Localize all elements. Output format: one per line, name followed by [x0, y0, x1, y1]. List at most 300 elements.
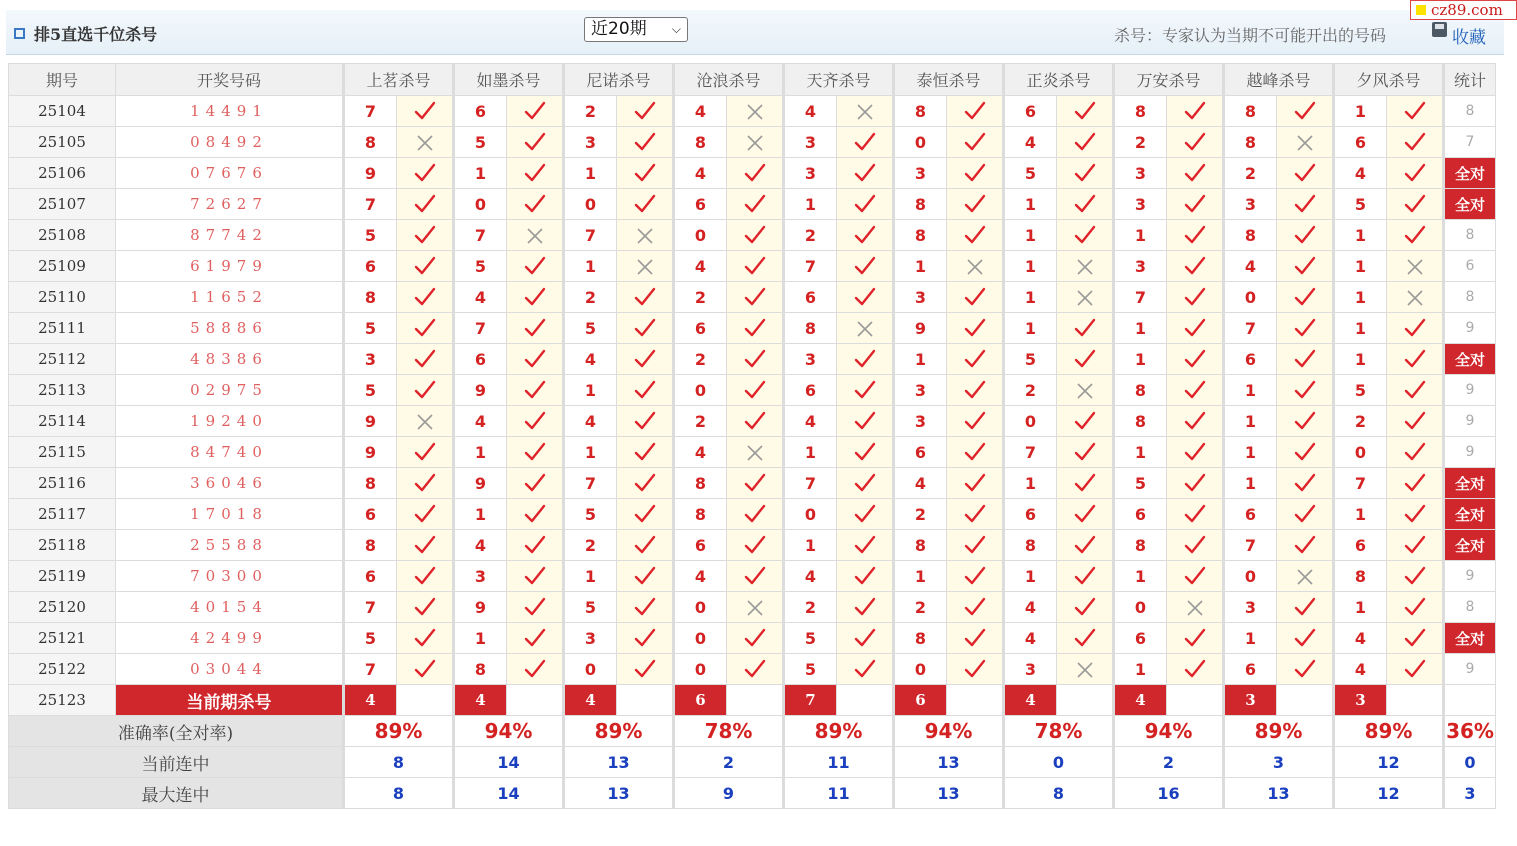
- check-icon: [1074, 163, 1096, 183]
- check-icon: [524, 473, 546, 493]
- issue-number-cell: 25120: [9, 592, 116, 623]
- result-mark-cell: [507, 406, 564, 437]
- result-mark-cell: [617, 468, 674, 499]
- check-icon: [1404, 318, 1426, 338]
- table-row: [9, 375, 1496, 406]
- check-icon: [414, 225, 436, 245]
- kill-number-cell: 2: [674, 282, 727, 313]
- period-select[interactable]: [584, 17, 688, 42]
- check-icon: [634, 132, 656, 152]
- result-mark-cell: [947, 406, 1004, 437]
- current-kill-number: 4: [1114, 685, 1167, 716]
- check-icon: [854, 194, 876, 214]
- kill-number-cell: 6: [1224, 654, 1277, 685]
- kill-number-cell: 3: [784, 158, 837, 189]
- check-icon: [964, 628, 986, 648]
- result-mark-cell: [727, 437, 784, 468]
- check-icon: [634, 163, 656, 183]
- kill-number-cell: 1: [1334, 344, 1387, 375]
- check-icon: [1404, 566, 1426, 586]
- issue-number-cell: 25109: [9, 251, 116, 282]
- kill-number-cell: 4: [454, 406, 507, 437]
- check-icon: [634, 504, 656, 524]
- kill-number-cell: 5: [1334, 189, 1387, 220]
- result-mark-cell: [837, 158, 894, 189]
- kill-number-cell: 4: [1334, 158, 1387, 189]
- check-icon: [414, 380, 436, 400]
- result-mark-cell: [1277, 406, 1334, 437]
- result-mark-cell: [507, 654, 564, 685]
- check-icon: [1184, 380, 1206, 400]
- column-header: 夕风杀号: [1334, 64, 1444, 96]
- result-mark-cell: [1057, 189, 1114, 220]
- result-mark-cell: [397, 654, 454, 685]
- check-icon: [964, 101, 986, 121]
- check-icon: [634, 318, 656, 338]
- kill-number-cell: 8: [894, 530, 947, 561]
- cross-icon: [416, 134, 434, 152]
- result-mark-cell: [947, 158, 1004, 189]
- result-mark-cell: [1167, 406, 1224, 437]
- result-mark-cell: [617, 313, 674, 344]
- summary-label: 准确率(全对率): [9, 716, 344, 747]
- draw-number-cell: 84740: [116, 437, 344, 468]
- kill-number-cell: 5: [344, 313, 397, 344]
- table-row: [9, 189, 1496, 220]
- result-mark-cell: [507, 437, 564, 468]
- kill-number-cell: 4: [1224, 251, 1277, 282]
- kill-number-cell: 7: [564, 468, 617, 499]
- result-mark-cell: [1167, 251, 1224, 282]
- kill-number-cell: 7: [1004, 437, 1057, 468]
- result-mark-cell: [1167, 623, 1224, 654]
- check-icon: [854, 256, 876, 276]
- kill-number-cell: 6: [674, 313, 727, 344]
- kill-number-cell: 7: [344, 654, 397, 685]
- kill-number-cell: 6: [1114, 499, 1167, 530]
- check-icon: [744, 225, 766, 245]
- result-mark-cell: [1387, 251, 1444, 282]
- kill-number-cell: 0: [784, 499, 837, 530]
- kill-number-cell: 1: [894, 561, 947, 592]
- result-mark-cell: [1277, 561, 1334, 592]
- result-mark-cell: [1277, 530, 1334, 561]
- result-mark-cell: [397, 468, 454, 499]
- result-mark-cell: [1277, 623, 1334, 654]
- stat-count-cell: 9: [1444, 313, 1496, 344]
- current-kill-number: 4: [564, 685, 617, 716]
- all-correct-badge: 全对: [1444, 623, 1496, 654]
- result-mark-cell: [507, 251, 564, 282]
- check-icon: [1294, 349, 1316, 369]
- kill-number-cell: 1: [454, 623, 507, 654]
- result-mark-cell: [507, 220, 564, 251]
- kill-number-cell: 1: [564, 158, 617, 189]
- kill-number-cell: 2: [564, 282, 617, 313]
- kill-number-cell: 1: [1224, 437, 1277, 468]
- check-icon: [964, 535, 986, 555]
- result-mark-cell: [1057, 220, 1114, 251]
- table-header-row: [9, 64, 1496, 96]
- favorite-link[interactable]: 收藏: [1452, 28, 1486, 48]
- summary-value: 9: [674, 778, 784, 809]
- summary-value: 78%: [1004, 716, 1114, 747]
- stat-count-cell: 8: [1444, 96, 1496, 127]
- kill-number-cell: 1: [454, 499, 507, 530]
- page-title: 排5直选千位杀号: [34, 25, 158, 44]
- result-mark-cell: [947, 220, 1004, 251]
- check-icon: [744, 380, 766, 400]
- kill-number-cell: 6: [674, 530, 727, 561]
- result-mark-cell: [727, 499, 784, 530]
- kill-number-cell: 3: [1114, 158, 1167, 189]
- kill-number-cell: 0: [564, 654, 617, 685]
- kill-number-cell: 9: [344, 437, 397, 468]
- check-icon: [414, 628, 436, 648]
- result-mark-cell: [837, 220, 894, 251]
- table-row: [9, 654, 1496, 685]
- check-icon: [964, 442, 986, 462]
- stat-count-cell: 8: [1444, 220, 1496, 251]
- check-icon: [854, 566, 876, 586]
- check-icon: [964, 132, 986, 152]
- title-group: [14, 22, 157, 45]
- kill-number-cell: 6: [1334, 127, 1387, 158]
- result-mark-cell: [947, 375, 1004, 406]
- kill-number-cell: 1: [784, 437, 837, 468]
- result-mark-cell: [617, 220, 674, 251]
- kill-number-cell: 1: [1114, 437, 1167, 468]
- kill-number-cell: 3: [1114, 189, 1167, 220]
- cross-icon: [1406, 289, 1424, 307]
- result-mark-cell: [1167, 592, 1224, 623]
- cross-icon: [1406, 258, 1424, 276]
- kill-number-cell: 2: [784, 592, 837, 623]
- result-mark-cell: [1277, 468, 1334, 499]
- kill-number-cell: 7: [454, 313, 507, 344]
- summary-value: 14: [454, 747, 564, 778]
- kill-number-cell: 1: [894, 344, 947, 375]
- result-mark-cell: [507, 96, 564, 127]
- stat-count-cell: 6: [1444, 251, 1496, 282]
- kill-number-cell: 2: [894, 499, 947, 530]
- kill-number-cell: 1: [1004, 282, 1057, 313]
- summary-value: 94%: [894, 716, 1004, 747]
- column-header: 尼诺杀号: [564, 64, 674, 96]
- result-mark-cell: [617, 592, 674, 623]
- check-icon: [1184, 287, 1206, 307]
- result-mark-cell: [727, 530, 784, 561]
- result-mark-cell: [507, 158, 564, 189]
- check-icon: [1294, 597, 1316, 617]
- result-mark-cell: [1057, 499, 1114, 530]
- cross-icon: [966, 258, 984, 276]
- result-mark-cell: [1387, 561, 1444, 592]
- kill-number-cell: 2: [674, 406, 727, 437]
- draw-number-cell: 58886: [116, 313, 344, 344]
- current-issue-row: [9, 685, 1496, 716]
- result-mark-cell: [617, 406, 674, 437]
- result-mark-cell: [397, 561, 454, 592]
- check-icon: [964, 287, 986, 307]
- result-mark-cell: [617, 189, 674, 220]
- check-icon: [524, 628, 546, 648]
- kill-number-cell: 8: [1334, 561, 1387, 592]
- check-icon: [634, 628, 656, 648]
- all-correct-badge: 全对: [1444, 189, 1496, 220]
- logo-text: cz89.com: [1431, 1, 1503, 19]
- result-mark-cell: [397, 282, 454, 313]
- check-icon: [634, 380, 656, 400]
- summary-value: 13: [894, 747, 1004, 778]
- result-mark-cell: [507, 530, 564, 561]
- kill-number-cell: 0: [1334, 437, 1387, 468]
- result-mark-cell: [507, 592, 564, 623]
- table-row: [9, 127, 1496, 158]
- check-icon: [414, 256, 436, 276]
- summary-value: 14: [454, 778, 564, 809]
- kill-number-cell: 3: [1224, 189, 1277, 220]
- kill-number-cell: 6: [1334, 530, 1387, 561]
- result-mark-cell: [1167, 313, 1224, 344]
- result-mark-cell: [1277, 592, 1334, 623]
- result-mark-cell: [947, 468, 1004, 499]
- check-icon: [524, 256, 546, 276]
- kill-number-cell: 0: [1114, 592, 1167, 623]
- summary-label: 最大连中: [9, 778, 344, 809]
- column-header: 万安杀号: [1114, 64, 1224, 96]
- check-icon: [1294, 659, 1316, 679]
- check-icon: [1074, 473, 1096, 493]
- result-mark-cell: [1277, 96, 1334, 127]
- check-icon: [854, 349, 876, 369]
- current-kill-number: 6: [674, 685, 727, 716]
- kill-number-cell: 7: [344, 592, 397, 623]
- result-mark-cell: [1387, 282, 1444, 313]
- result-mark-cell: [507, 623, 564, 654]
- result-mark-cell: [507, 561, 564, 592]
- result-mark-cell: [397, 530, 454, 561]
- result-mark-cell: [727, 344, 784, 375]
- result-mark-cell: [1387, 437, 1444, 468]
- kill-number-cell: 0: [1224, 561, 1277, 592]
- kill-number-cell: 5: [454, 127, 507, 158]
- result-mark-cell: [727, 623, 784, 654]
- result-mark-cell: [727, 468, 784, 499]
- result-mark-cell: [1387, 499, 1444, 530]
- result-mark-cell: [837, 189, 894, 220]
- summary-value: 89%: [784, 716, 894, 747]
- check-icon: [1074, 225, 1096, 245]
- draw-number-cell: 08492: [116, 127, 344, 158]
- summary-value: 89%: [564, 716, 674, 747]
- check-icon: [634, 194, 656, 214]
- save-icon[interactable]: [1432, 22, 1447, 37]
- result-mark-cell: [727, 561, 784, 592]
- check-icon: [1404, 442, 1426, 462]
- result-mark-cell: [397, 158, 454, 189]
- cross-icon: [1076, 289, 1094, 307]
- issue-number-cell: 25104: [9, 96, 116, 127]
- check-icon: [964, 473, 986, 493]
- check-icon: [1184, 566, 1206, 586]
- kill-number-cell: 1: [1114, 313, 1167, 344]
- result-mark-cell: [1387, 468, 1444, 499]
- chevron-down-icon: ⌵: [671, 22, 681, 36]
- current-kill-number: 4: [454, 685, 507, 716]
- kill-number-cell: 0: [674, 654, 727, 685]
- check-icon: [1294, 287, 1316, 307]
- kill-number-cell: 7: [784, 251, 837, 282]
- check-icon: [854, 442, 876, 462]
- check-icon: [1404, 411, 1426, 431]
- summary-value: 13: [894, 778, 1004, 809]
- check-icon: [634, 659, 656, 679]
- check-icon: [744, 473, 766, 493]
- result-mark-cell: [617, 530, 674, 561]
- result-mark-cell: [617, 437, 674, 468]
- current-kill-blank: [1387, 685, 1444, 716]
- kill-number-cell: 8: [894, 220, 947, 251]
- current-kill-number: 3: [1334, 685, 1387, 716]
- summary-value: 8: [1004, 778, 1114, 809]
- summary-value: 94%: [454, 716, 564, 747]
- cross-icon: [1076, 258, 1094, 276]
- kill-description-note: 杀号：专家认为当期不可能开出的号码: [1114, 26, 1387, 45]
- kill-number-cell: 1: [784, 530, 837, 561]
- check-icon: [524, 101, 546, 121]
- kill-number-cell: 6: [784, 282, 837, 313]
- cross-icon: [1076, 382, 1094, 400]
- check-icon: [964, 163, 986, 183]
- kill-number-cell: 4: [784, 561, 837, 592]
- result-mark-cell: [397, 313, 454, 344]
- result-mark-cell: [837, 375, 894, 406]
- table-row: [9, 561, 1496, 592]
- check-icon: [414, 504, 436, 524]
- check-icon: [1074, 349, 1096, 369]
- current-kill-blank: [397, 685, 454, 716]
- kill-number-cell: 1: [1114, 220, 1167, 251]
- result-mark-cell: [947, 313, 1004, 344]
- kill-number-cell: 8: [1114, 96, 1167, 127]
- kill-number-cell: 0: [674, 220, 727, 251]
- check-icon: [1184, 349, 1206, 369]
- result-mark-cell: [837, 592, 894, 623]
- result-mark-cell: [837, 251, 894, 282]
- kill-number-cell: 0: [894, 654, 947, 685]
- check-icon: [1074, 628, 1096, 648]
- draw-number-cell: 17018: [116, 499, 344, 530]
- result-mark-cell: [1277, 220, 1334, 251]
- result-mark-cell: [1387, 654, 1444, 685]
- kill-number-cell: 6: [1004, 499, 1057, 530]
- check-icon: [634, 349, 656, 369]
- all-correct-badge: 全对: [1444, 344, 1496, 375]
- check-icon: [1184, 256, 1206, 276]
- current-kill-number: 6: [894, 685, 947, 716]
- check-icon: [1404, 101, 1426, 121]
- draw-number-cell: 61979: [116, 251, 344, 282]
- check-icon: [1184, 318, 1206, 338]
- kill-number-cell: 5: [1004, 344, 1057, 375]
- check-icon: [524, 597, 546, 617]
- cross-icon: [746, 444, 764, 462]
- kill-number-cell: 9: [344, 406, 397, 437]
- result-mark-cell: [1167, 189, 1224, 220]
- kill-number-cell: 7: [1334, 468, 1387, 499]
- summary-value: 89%: [344, 716, 454, 747]
- check-icon: [414, 535, 436, 555]
- header-bar: [6, 10, 1504, 55]
- check-icon: [964, 597, 986, 617]
- check-icon: [1404, 597, 1426, 617]
- result-mark-cell: [507, 127, 564, 158]
- cross-icon: [636, 227, 654, 245]
- current-kill-blank: [617, 685, 674, 716]
- kill-number-cell: 8: [894, 96, 947, 127]
- draw-number-cell: 72627: [116, 189, 344, 220]
- kill-number-cell: 8: [784, 313, 837, 344]
- check-icon: [1294, 411, 1316, 431]
- kill-number-cell: 3: [454, 561, 507, 592]
- kill-number-cell: 3: [784, 344, 837, 375]
- check-icon: [964, 318, 986, 338]
- result-mark-cell: [1057, 313, 1114, 344]
- result-mark-cell: [947, 344, 1004, 375]
- result-mark-cell: [837, 127, 894, 158]
- kill-number-cell: 7: [1224, 313, 1277, 344]
- check-icon: [524, 318, 546, 338]
- kill-number-cell: 8: [454, 654, 507, 685]
- check-icon: [1294, 380, 1316, 400]
- stat-count-cell: 9: [1444, 654, 1496, 685]
- result-mark-cell: [617, 282, 674, 313]
- result-mark-cell: [727, 375, 784, 406]
- result-mark-cell: [1167, 158, 1224, 189]
- kill-number-cell: 6: [674, 189, 727, 220]
- issue-number-cell: 25118: [9, 530, 116, 561]
- site-logo[interactable]: [1410, 0, 1517, 20]
- cross-icon: [1076, 661, 1094, 679]
- kill-number-cell: 4: [674, 158, 727, 189]
- kill-number-cell: 7: [1224, 530, 1277, 561]
- result-mark-cell: [837, 530, 894, 561]
- result-mark-cell: [1277, 375, 1334, 406]
- check-icon: [1184, 225, 1206, 245]
- check-icon: [414, 659, 436, 679]
- kill-number-cell: 6: [344, 251, 397, 282]
- all-correct-badge: 全对: [1444, 158, 1496, 189]
- kill-number-cell: 5: [564, 499, 617, 530]
- kill-number-cell: 4: [784, 96, 837, 127]
- result-mark-cell: [1167, 220, 1224, 251]
- result-mark-cell: [1167, 96, 1224, 127]
- result-mark-cell: [617, 375, 674, 406]
- result-mark-cell: [1387, 406, 1444, 437]
- check-icon: [1404, 473, 1426, 493]
- result-mark-cell: [1057, 406, 1114, 437]
- check-icon: [744, 287, 766, 307]
- column-header: 泰恒杀号: [894, 64, 1004, 96]
- kill-number-cell: 5: [1004, 158, 1057, 189]
- current-kill-blank: [727, 685, 784, 716]
- result-mark-cell: [617, 251, 674, 282]
- kill-number-cell: 8: [674, 499, 727, 530]
- check-icon: [854, 132, 876, 152]
- column-header: 上茗杀号: [344, 64, 454, 96]
- kill-number-cell: 1: [1334, 282, 1387, 313]
